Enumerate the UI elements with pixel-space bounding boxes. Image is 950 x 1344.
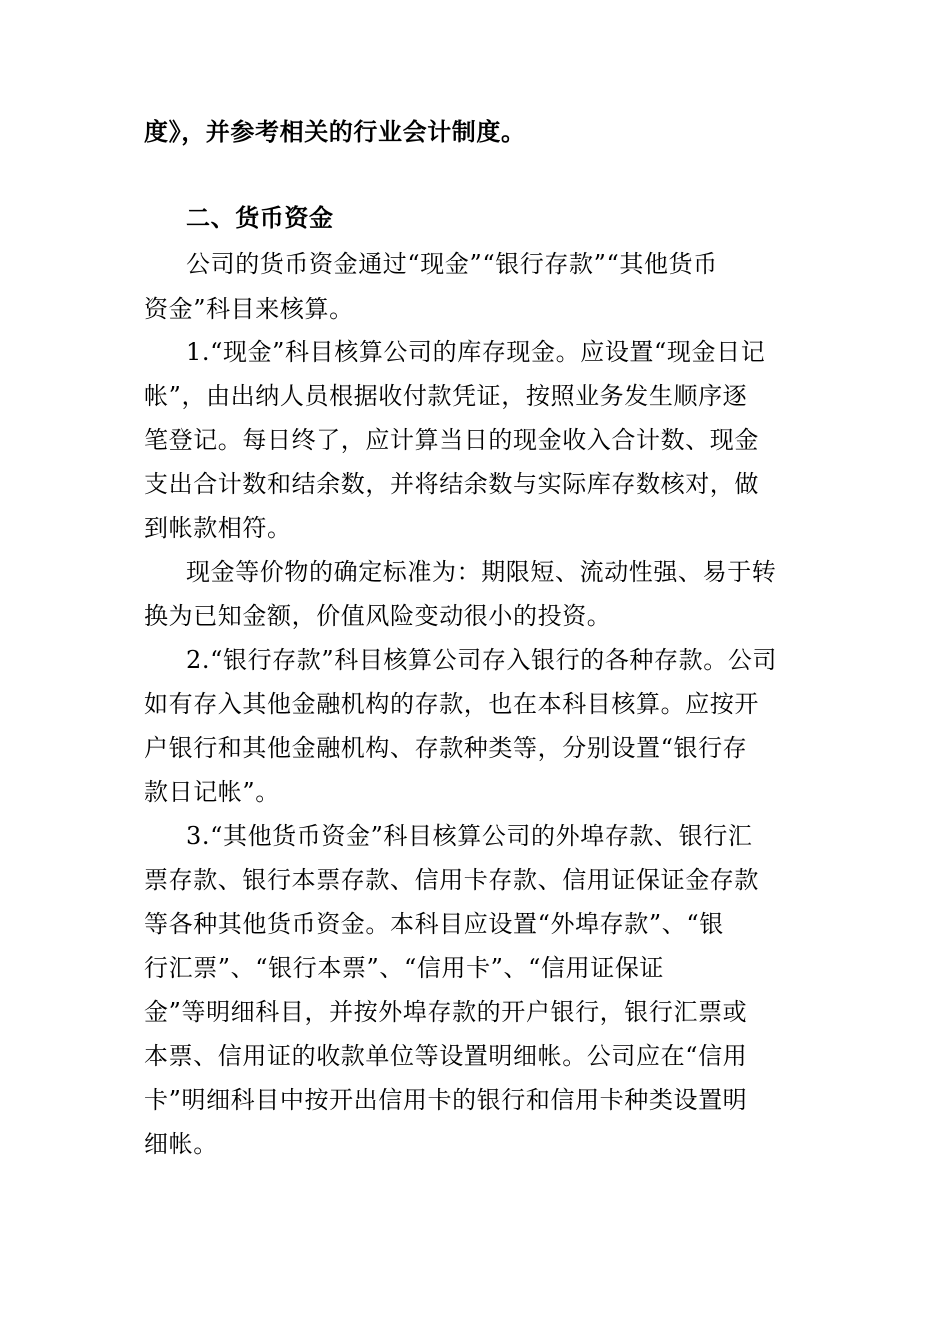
paragraph-1-line-1: 公司的货币资金通过“现金”“银行存款”“其他货币 — [186, 250, 718, 278]
paragraph-5-line-1: 3.“其他货币资金”科目核算公司的外埠存款、银行汇 — [186, 822, 753, 850]
paragraph-3-line-1: 现金等价物的确定标准为：期限短、流动性强、易于转 — [186, 558, 777, 586]
paragraph-5-line-6: 本票、信用证的收款单位等设置明细帐。公司应在“信用 — [144, 1042, 748, 1070]
section-heading: 二、货币资金 — [186, 203, 334, 232]
paragraph-5-line-8: 细帐。 — [144, 1130, 218, 1158]
paragraph-2-line-3: 笔登记。每日终了，应计算当日的现金收入合计数、现金 — [144, 426, 759, 454]
paragraph-4-line-4: 款日记帐”。 — [144, 778, 280, 806]
paragraph-5-line-4: 行汇票”、“银行本票”、“信用卡”、“信用证保证 — [144, 954, 665, 982]
paragraph-3-line-2: 换为已知金额，价值风险变动很小的投资。 — [144, 602, 612, 630]
paragraph-4-line-1: 2.“银行存款”科目核算公司存入银行的各种存款。公司 — [186, 646, 778, 674]
paragraph-5-line-2: 票存款、银行本票存款、信用卡存款、信用证保证金存款 — [144, 866, 759, 894]
paragraph-2-line-2: 帐”，由出纳人员根据收付款凭证，按照业务发生顺序逐 — [144, 382, 748, 410]
paragraph-4-line-2: 如有存入其他金融机构的存款，也在本科目核算。应按开 — [144, 690, 759, 718]
paragraph-5-line-5: 金”等明细科目，并按外埠存款的开户银行，银行汇票或 — [144, 998, 748, 1026]
paragraph-4-line-3: 户银行和其他金融机构、存款种类等，分别设置“银行存 — [144, 734, 748, 762]
intro-line: 度》，并参考相关的行业会计制度。 — [144, 117, 526, 146]
paragraph-2-line-4: 支出合计数和结余数，并将结余数与实际库存数核对，做 — [144, 470, 759, 498]
paragraph-2-line-1: 1.“现金”科目核算公司的库存现金。应设置“现金日记 — [186, 338, 766, 366]
paragraph-5-line-3: 等各种其他货币资金。本科目应设置“外埠存款”、“银 — [144, 910, 724, 938]
paragraph-2-line-5: 到帐款相符。 — [144, 514, 292, 542]
paragraph-1-line-2: 资金”科目来核算。 — [144, 295, 354, 323]
paragraph-5-line-7: 卡”明细科目中按开出信用卡的银行和信用卡种类设置明 — [144, 1086, 748, 1114]
